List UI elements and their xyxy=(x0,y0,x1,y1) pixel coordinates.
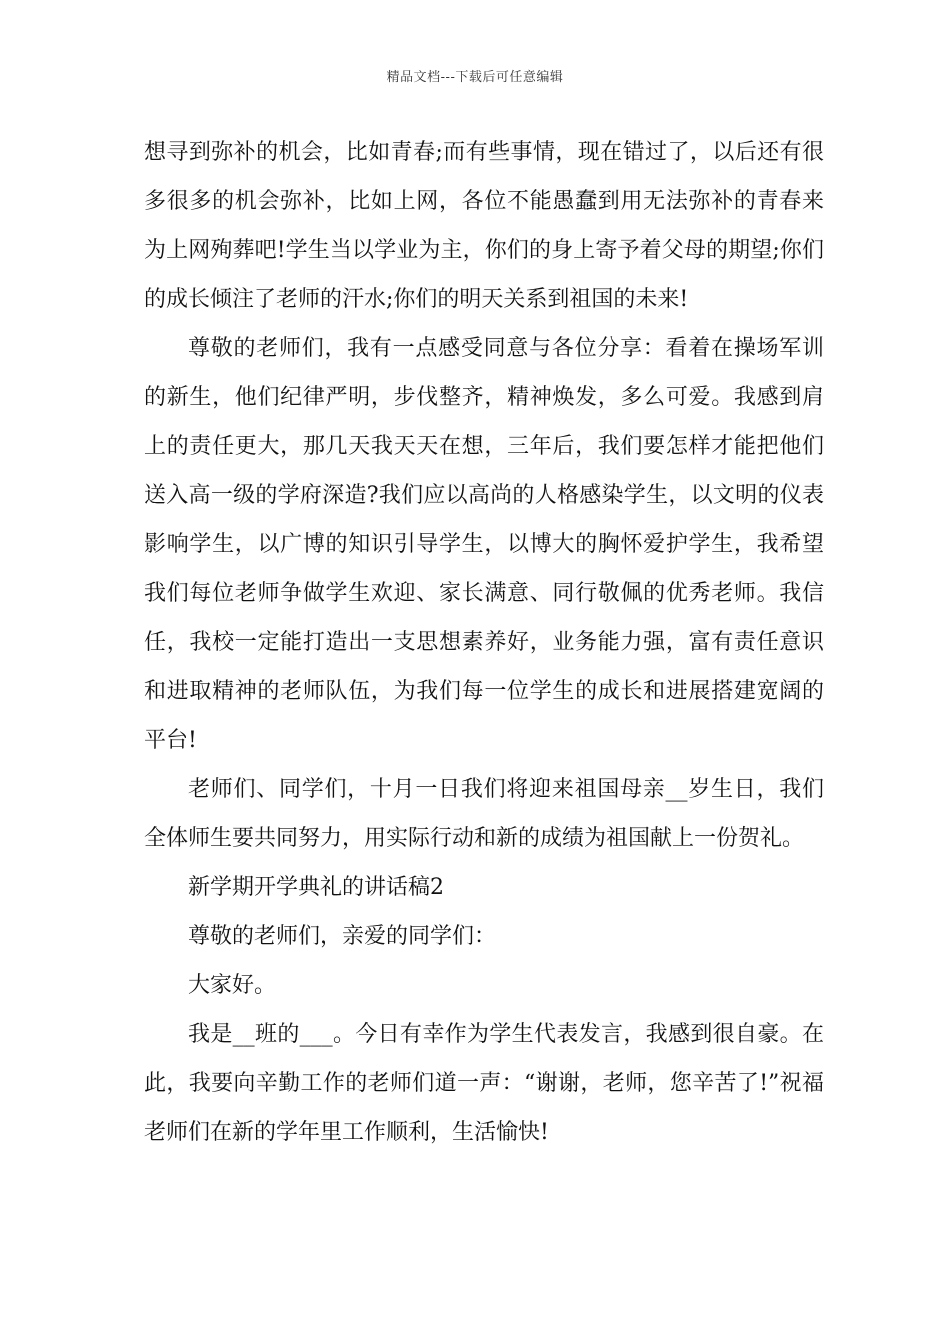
greeting: 大家好。 xyxy=(188,973,277,998)
paragraph-teachers-feeling: 尊敬的老师们，我有一点感受同意与各位分享：看着在操场军训的新生，他们纪律严明，步伐整齐，精神焕发，多么可爱。我感到肩上的责任更大，那几天我天天在想，三年后，我们要怎样才能把他们送入高一级的学府深造?我们应以高尚的人格感染学生，以文明的仪表影响学生，以广博的知识引导学生，以博大的胸怀爱护学生，我希望我们每位老师争做学生欢迎、家长满意、同行敬佩的优秀老师。我信任，我校一定能打造出一支思想素养好，业务能力强，富有责任意识和进取精神的老师队伍，为我们每一位学生的成长和进展搭建宽阔的平台! xyxy=(144,336,824,753)
page-header: 精品文档---下载后可任意编辑 xyxy=(386,70,564,85)
paragraph-introduction: 我是__班的___。今日有幸作为学生代表发言，我感到很自豪。在此，我要向辛勤工作的老师们道一声：“谢谢，老师，您辛苦了!”祝福老师们在新的学年里工作顺利，生活愉快! xyxy=(144,1022,824,1145)
document-body xyxy=(144,128,824,1157)
paragraph-continuation: 想寻到弥补的机会，比如青春;而有些事情，现在错过了，以后还有很多很多的机会弥补，比如上网，各位不能愚蠢到用无法弥补的青春来为上网殉葬吧!学生当以学业为主，你们的身上寄予着父母的期望;你们的成长倾注了老师的汗水;你们的明天关系到祖国的未来! xyxy=(144,140,824,312)
salutation: 尊敬的老师们，亲爱的同学们： xyxy=(188,924,497,949)
paragraph-national-day: 老师们、同学们，十月一日我们将迎来祖国母亲__岁生日，我们全体师生要共同努力，用实际行动和新的成绩为祖国献上一份贺礼。 xyxy=(144,777,824,851)
section-title: 新学期开学典礼的讲话稿2 xyxy=(188,875,444,900)
